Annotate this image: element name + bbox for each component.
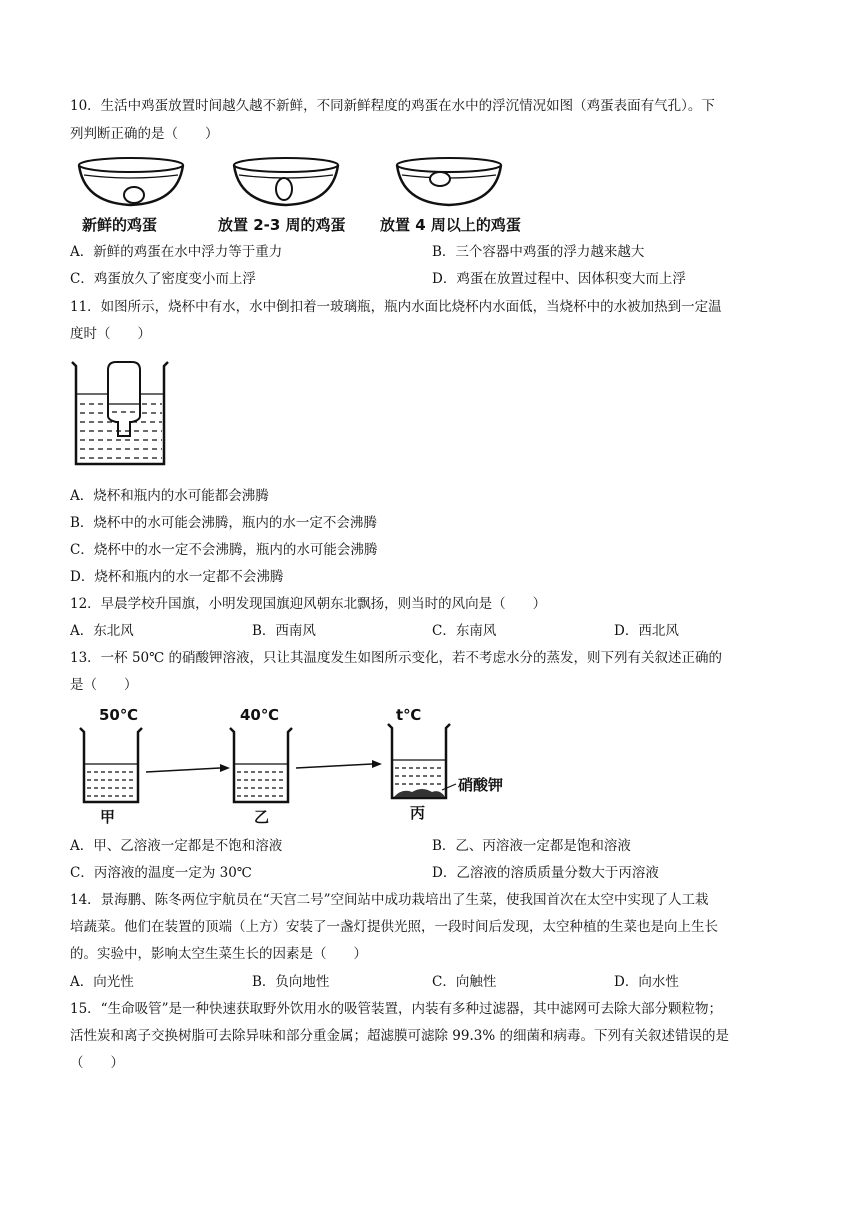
caption-2-3-week-egg: 放置 2-3 周的鸡蛋 bbox=[218, 216, 346, 234]
beaker-label-bing: 丙 bbox=[410, 804, 426, 822]
q11-option-d: D．烧杯和瓶内的水一定都不会沸腾 bbox=[70, 569, 284, 585]
q14-option-c: C．向触性 bbox=[432, 974, 497, 990]
q10-option-c: C．鸡蛋放久了密度变小而上浮 bbox=[70, 271, 256, 287]
q15-stem-line3: （ ） bbox=[70, 1055, 124, 1071]
q12-option-d: D．西北风 bbox=[614, 623, 679, 639]
q11-option-b: B．烧杯中的水可能会沸腾，瓶内的水一定不会沸腾 bbox=[70, 515, 377, 531]
beaker-yi bbox=[230, 728, 292, 802]
q13-option-d: D．乙溶液的溶质质量分数大于丙溶液 bbox=[432, 865, 659, 881]
caption-fresh-egg: 新鲜的鸡蛋 bbox=[82, 216, 158, 234]
q14-stem-line1: 14．景海鹏、陈冬两位宇航员在“天宫二号”空间站中成功栽培出了生菜，使我国首次在太空中实现了人工栽 bbox=[70, 892, 709, 908]
q13-option-b: B．乙、丙溶液一定都是饱和溶液 bbox=[432, 838, 631, 854]
beaker-label-yi: 乙 bbox=[254, 808, 270, 826]
q13-stem-line2: 是（ ） bbox=[70, 677, 138, 693]
temp-label-jia: 50℃ bbox=[99, 706, 139, 724]
precipitate-label: 硝酸钾 bbox=[458, 776, 504, 794]
q14-option-a: A．向光性 bbox=[70, 974, 134, 990]
q12-option-a: A．东北风 bbox=[70, 623, 134, 639]
q13-option-a: A．甲、乙溶液一定都是不饱和溶液 bbox=[70, 838, 283, 854]
beaker-bing bbox=[388, 724, 456, 798]
q13-stem-line1: 13．一杯 50℃ 的硝酸钾溶液，只让其温度发生如图所示变化，若不考虑水分的蒸发，则下列有关叙述正确的 bbox=[70, 650, 723, 666]
q11-stem-line1: 11．如图所示，烧杯中有水，水中倒扣着一玻璃瓶，瓶内水面比烧杯内水面低，当烧杯中的水被加热到一定温 bbox=[70, 299, 722, 315]
q15-stem-line1: 15．“生命吸管”是一种快速获取野外饮用水的吸管装置，内装有多种过滤器，其中滤网可去除大部分颗粒物； bbox=[70, 1001, 722, 1017]
q10-option-a: A．新鲜的鸡蛋在水中浮力等于重力 bbox=[70, 244, 283, 260]
temp-label-bing: t℃ bbox=[396, 706, 422, 724]
q11-option-c: C．烧杯中的水一定不会沸腾，瓶内的水可能会沸腾 bbox=[70, 542, 378, 558]
q14-stem-line3: 的。实验中，影响太空生菜生长的因素是（ ） bbox=[70, 946, 367, 962]
q11-option-a: A．烧杯和瓶内的水可能都会沸腾 bbox=[70, 488, 269, 504]
q12-option-b: B．西南风 bbox=[252, 623, 316, 639]
potassium-nitrate-cooling-figure bbox=[74, 704, 514, 824]
q15-stem-line2: 活性炭和离子交换树脂可去除异味和部分重金属；超滤膜可滤除 99.3% 的细菌和病毒。下列有关叙述错误的是 bbox=[70, 1028, 729, 1044]
bowl-4-week-egg bbox=[397, 158, 501, 205]
beaker-label-jia: 甲 bbox=[100, 808, 116, 826]
q14-option-d: D．向水性 bbox=[614, 974, 679, 990]
q10-option-b: B．三个容器中鸡蛋的浮力越来越大 bbox=[432, 244, 645, 260]
q12-stem: 12．早晨学校升国旗，小明发现国旗迎风朝东北飘扬，则当时的风向是（ ） bbox=[70, 596, 547, 612]
q12-option-c: C．东南风 bbox=[432, 623, 497, 639]
q10-option-d: D．鸡蛋在放置过程中、因体积变大而上浮 bbox=[432, 271, 686, 287]
bowl-2-3-week-egg bbox=[234, 158, 338, 205]
caption-4-week-egg: 放置 4 周以上的鸡蛋 bbox=[380, 216, 521, 234]
q13-option-c: C．丙溶液的温度一定为 30℃ bbox=[70, 865, 252, 881]
temp-label-yi: 40℃ bbox=[240, 706, 280, 724]
q10-stem-line1: 10．生活中鸡蛋放置时间越久越不新鲜，不同新鲜程度的鸡蛋在水中的浮沉情况如图（鸡蛋表面有气孔）。下 bbox=[70, 98, 715, 114]
bowl-fresh-egg bbox=[79, 158, 183, 205]
q14-option-b: B．负向地性 bbox=[252, 974, 330, 990]
egg-bowls-figure bbox=[76, 155, 556, 215]
beaker-inverted-bottle-figure bbox=[70, 360, 180, 470]
q10-stem-line2: 列判断正确的是（ ） bbox=[70, 126, 219, 142]
beaker-jia bbox=[80, 728, 142, 802]
q14-stem-line2: 培蔬菜。他们在装置的顶端（上方）安装了一盏灯提供光照，一段时间后发现，太空种植的生菜也是向上生长 bbox=[70, 919, 718, 935]
q11-stem-line2: 度时（ ） bbox=[70, 326, 151, 342]
